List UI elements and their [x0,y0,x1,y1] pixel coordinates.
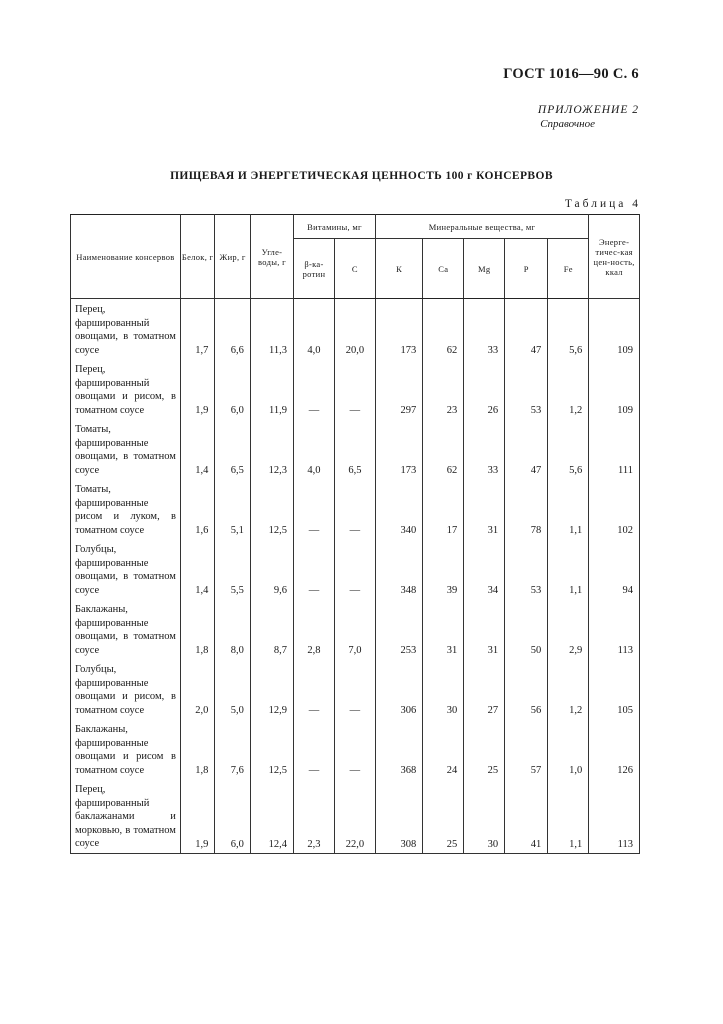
calcium-cell: 62 [423,299,464,360]
calcium-cell: 23 [423,359,464,419]
beta-carotene-cell: — [294,659,335,719]
carbs-cell: 9,6 [250,539,293,599]
header-potassium: К [375,239,422,299]
header-phosphorus: Р [505,239,548,299]
header-iron: Fe [548,239,589,299]
header-magnesium: Mg [464,239,505,299]
iron-cell: 5,6 [548,299,589,360]
magnesium-cell: 33 [464,299,505,360]
fat-cell: 5,1 [215,479,251,539]
product-name-cell: Перец, фаршированный овощами, в томатном соусе [71,299,181,360]
energy-cell: 111 [589,419,640,479]
table-row [71,719,640,779]
potassium-cell: 253 [375,599,422,659]
phosphorus-cell: 53 [505,359,548,419]
energy-cell: 105 [589,659,640,719]
calcium-cell: 17 [423,479,464,539]
potassium-cell: 173 [375,419,422,479]
energy-cell: 113 [589,779,640,853]
potassium-cell: 173 [375,299,422,360]
phosphorus-cell: 41 [505,779,548,853]
iron-cell: 1,2 [548,359,589,419]
product-name-cell: Голубцы, фаршированные овощами и рисом, в томатном соусе [71,659,181,719]
protein-cell: 1,6 [180,479,214,539]
phosphorus-cell: 57 [505,719,548,779]
beta-carotene-cell: 4,0 [294,419,335,479]
carbs-cell: 11,3 [250,299,293,360]
protein-cell: 1,9 [180,779,214,853]
appendix-label: ПРИЛОЖЕНИЕ 2 [537,104,639,116]
vitamin-c-cell: — [334,539,375,599]
vitamin-c-cell: — [334,659,375,719]
header-fat: Жир, г [215,215,251,299]
calcium-cell: 24 [423,719,464,779]
table-row [71,659,640,719]
beta-carotene-cell: 2,3 [294,779,335,853]
iron-cell: 1,1 [548,479,589,539]
magnesium-cell: 31 [464,599,505,659]
header-minerals: Минеральные вещества, мг [375,215,588,239]
calcium-cell: 30 [423,659,464,719]
fat-cell: 7,6 [215,719,251,779]
fat-cell: 6,5 [215,419,251,479]
protein-cell: 1,4 [180,419,214,479]
page-title: ПИЩЕВАЯ И ЭНЕРГЕТИЧЕСКАЯ ЦЕННОСТЬ 100 г КОНСЕРВОВ [170,170,553,182]
phosphorus-cell: 78 [505,479,548,539]
table-row [71,419,640,479]
energy-cell: 109 [589,299,640,360]
beta-carotene-cell: — [294,479,335,539]
carbs-cell: 12,9 [250,659,293,719]
magnesium-cell: 25 [464,719,505,779]
product-name-cell: Баклажаны, фаршированные овощами и рисом в томатном соусе [71,719,181,779]
carbs-cell: 12,4 [250,779,293,853]
appendix-type: Справочное [540,118,595,130]
fat-cell: 6,0 [215,359,251,419]
fat-cell: 5,5 [215,539,251,599]
table-row [71,599,640,659]
phosphorus-cell: 53 [505,539,548,599]
product-name-cell: Томаты, фаршированные рисом и луком, в томатном соусе [71,479,181,539]
iron-cell: 1,2 [548,659,589,719]
potassium-cell: 297 [375,359,422,419]
header-calcium: Са [423,239,464,299]
vitamin-c-cell: — [334,719,375,779]
energy-cell: 113 [589,599,640,659]
vitamin-c-cell: — [334,479,375,539]
magnesium-cell: 31 [464,479,505,539]
vitamin-c-cell: 7,0 [334,599,375,659]
protein-cell: 1,4 [180,539,214,599]
beta-carotene-cell: — [294,359,335,419]
product-name-cell: Голубцы, фаршированные овощами, в томатном соусе [71,539,181,599]
calcium-cell: 31 [423,599,464,659]
phosphorus-cell: 56 [505,659,548,719]
magnesium-cell: 27 [464,659,505,719]
table-label: Таблица 4 [564,198,641,210]
table-row [71,299,640,360]
protein-cell: 1,8 [180,719,214,779]
magnesium-cell: 30 [464,779,505,853]
potassium-cell: 348 [375,539,422,599]
carbs-cell: 11,9 [250,359,293,419]
phosphorus-cell: 47 [505,419,548,479]
fat-cell: 5,0 [215,659,251,719]
fat-cell: 6,6 [215,299,251,360]
table-row [71,539,640,599]
iron-cell: 1,1 [548,779,589,853]
product-name-cell: Перец, фаршированный баклажанами и морковью, в томатном соусе [71,779,181,853]
phosphorus-cell: 47 [505,299,548,360]
vitamin-c-cell: — [334,359,375,419]
document-code: ГОСТ 1016—90 С. 6 [503,66,639,82]
header-beta-carotene: β-ка-ротин [294,239,335,299]
fat-cell: 8,0 [215,599,251,659]
energy-cell: 126 [589,719,640,779]
iron-cell: 1,1 [548,539,589,599]
product-name-cell: Баклажаны, фаршированные овощами, в томатном соусе [71,599,181,659]
phosphorus-cell: 50 [505,599,548,659]
potassium-cell: 368 [375,719,422,779]
energy-cell: 109 [589,359,640,419]
header-name: Наименование консервов [71,215,181,299]
beta-carotene-cell: 4,0 [294,299,335,360]
potassium-cell: 308 [375,779,422,853]
table-row [71,479,640,539]
iron-cell: 2,9 [548,599,589,659]
header-carbs: Угле-воды, г [250,215,293,299]
header-vitamins: Витамины, мг [294,215,376,239]
potassium-cell: 306 [375,659,422,719]
beta-carotene-cell: — [294,539,335,599]
calcium-cell: 62 [423,419,464,479]
potassium-cell: 340 [375,479,422,539]
vitamin-c-cell: 20,0 [334,299,375,360]
calcium-cell: 25 [423,779,464,853]
table-row [71,779,640,853]
header-vitamin-c: С [334,239,375,299]
product-name-cell: Перец, фаршированный овощами и рисом, в томатном соусе [71,359,181,419]
nutrition-table [70,214,640,854]
carbs-cell: 8,7 [250,599,293,659]
carbs-cell: 12,5 [250,479,293,539]
magnesium-cell: 33 [464,419,505,479]
iron-cell: 1,0 [548,719,589,779]
energy-cell: 102 [589,479,640,539]
energy-cell: 94 [589,539,640,599]
magnesium-cell: 26 [464,359,505,419]
protein-cell: 1,8 [180,599,214,659]
calcium-cell: 39 [423,539,464,599]
header-protein: Белок, г [180,215,214,299]
fat-cell: 6,0 [215,779,251,853]
vitamin-c-cell: 22,0 [334,779,375,853]
iron-cell: 5,6 [548,419,589,479]
protein-cell: 1,9 [180,359,214,419]
protein-cell: 1,7 [180,299,214,360]
vitamin-c-cell: 6,5 [334,419,375,479]
header-energy: Энерге-тичес-кая цен-ность, ккал [589,215,640,299]
table-row [71,359,640,419]
magnesium-cell: 34 [464,539,505,599]
beta-carotene-cell: — [294,719,335,779]
product-name-cell: Томаты, фаршированные овощами, в томатном соусе [71,419,181,479]
protein-cell: 2,0 [180,659,214,719]
carbs-cell: 12,3 [250,419,293,479]
carbs-cell: 12,5 [250,719,293,779]
beta-carotene-cell: 2,8 [294,599,335,659]
